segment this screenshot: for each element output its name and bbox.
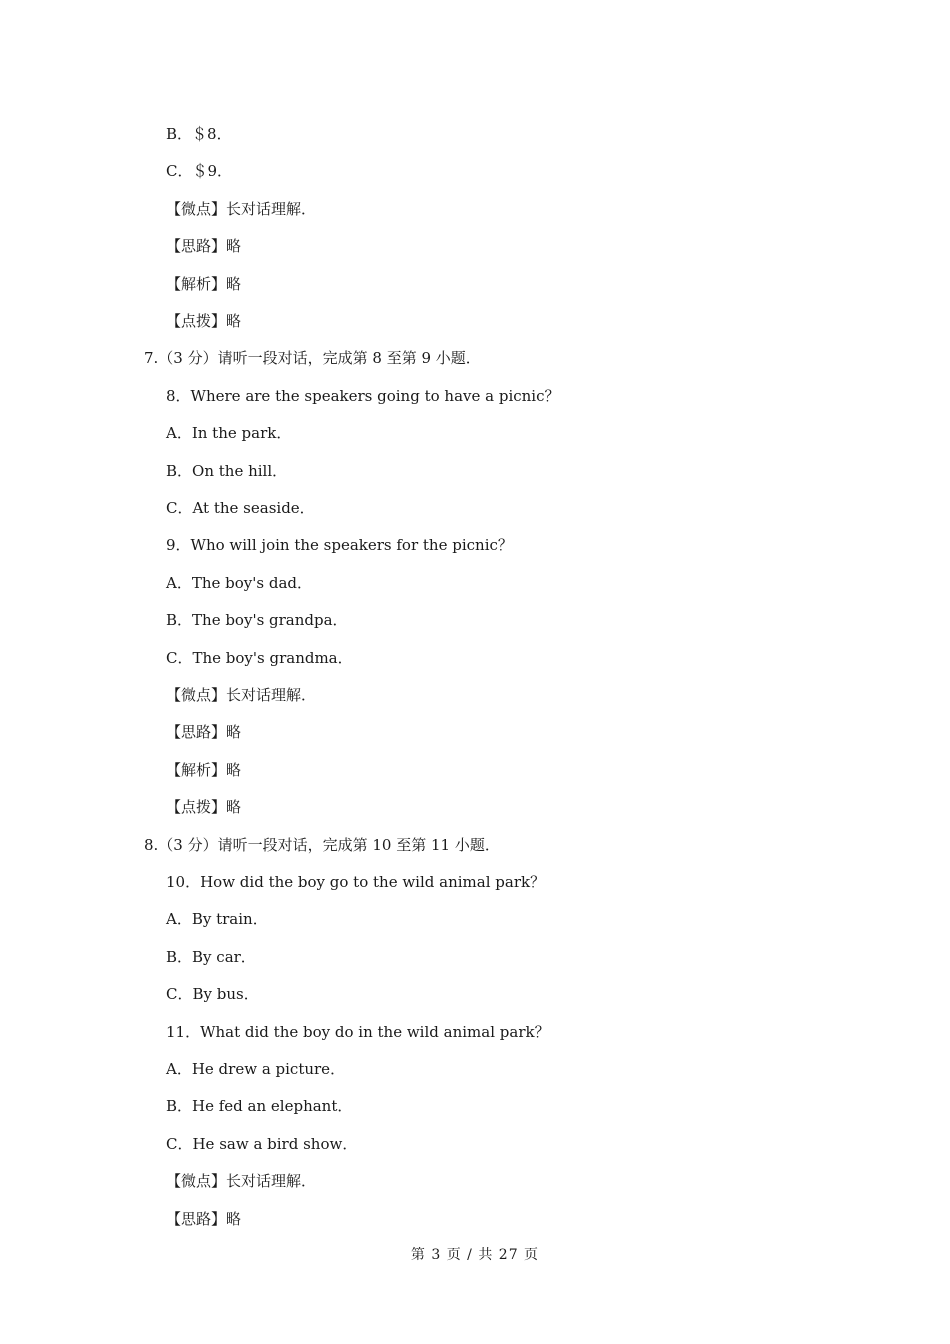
text-line: 【点拨】略 bbox=[166, 798, 242, 817]
text-line: A．He drew a picture． bbox=[166, 1060, 346, 1078]
text-line: B．＄8． bbox=[166, 125, 232, 143]
text-line: 【微点】长对话理解． bbox=[166, 199, 317, 218]
text-line: C．By bus． bbox=[166, 985, 259, 1004]
text-line: C．He saw a bird show． bbox=[166, 1134, 358, 1153]
text-line: B．He fed an elephant． bbox=[166, 1097, 353, 1116]
text-line: 【点拨】略 bbox=[166, 312, 242, 330]
text-line: 【思路】略 bbox=[166, 1209, 242, 1228]
question-heading: 7.（3 分）请听一段对话，完成第 8 至第 9 小题． bbox=[144, 349, 481, 368]
page-footer: 第 3 页 / 共 27 页 bbox=[410, 1247, 540, 1263]
text-line: A．The boy's dad． bbox=[166, 573, 312, 592]
text-line: B．On the hill． bbox=[166, 461, 288, 480]
text-line: 11．What did the boy do in the wild animal park？ bbox=[166, 1022, 550, 1041]
question-heading: 8.（3 分）请听一段对话，完成第 10 至第 11 小题． bbox=[144, 835, 500, 854]
text-line: A．By train． bbox=[166, 910, 268, 929]
text-line: 【解析】略 bbox=[166, 760, 242, 779]
text-line: C．The boy's grandma． bbox=[166, 648, 353, 667]
text-line: 9．Who will join the speakers for the picnic？ bbox=[166, 536, 513, 555]
text-line: 【微点】长对话理解． bbox=[166, 1172, 317, 1191]
text-line: 【微点】长对话理解． bbox=[166, 686, 317, 704]
text-line: C．＄9． bbox=[166, 162, 233, 181]
text-line: 【思路】略 bbox=[166, 723, 242, 742]
text-line: A．In the park． bbox=[166, 424, 292, 443]
text-line: 10．How did the boy go to the wild animal park？ bbox=[166, 873, 546, 891]
text-line: 8．Where are the speakers going to have a picnic？ bbox=[166, 386, 560, 405]
text-line: B．By car． bbox=[166, 947, 256, 966]
text-line: 【解析】略 bbox=[166, 274, 242, 293]
text-line: B．The boy's grandpa． bbox=[166, 611, 348, 630]
text-line: C．At the seaside． bbox=[166, 499, 315, 517]
text-line: 【思路】略 bbox=[166, 237, 242, 256]
